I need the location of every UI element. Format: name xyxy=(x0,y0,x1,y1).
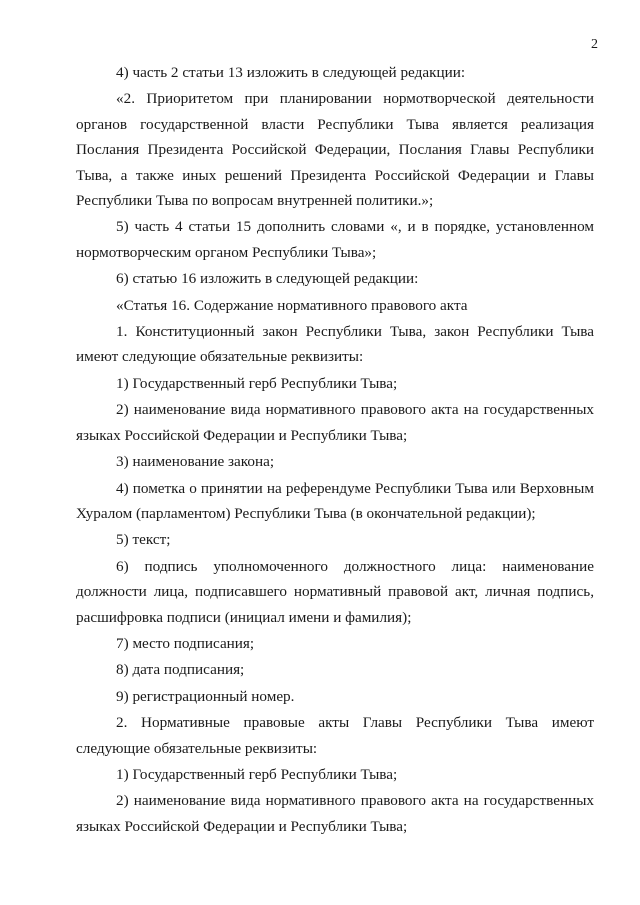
article-16-part-2: 2. Нормативные правовые акты Главы Республики Тыва имеют следующие обязательные реквизиты: xyxy=(76,714,594,757)
paragraph-item-5: 5) часть 4 статьи 15 дополнить словами «, и в порядке, установленном нормотворческим органом Республики Тыва»; xyxy=(76,218,594,261)
list-item-coat-of-arms-2: 1) Государственный герб Республики Тыва; xyxy=(116,765,398,783)
list-item-signing-place: 7) место подписания; xyxy=(116,634,255,652)
document-body xyxy=(76,60,594,839)
paragraph-item-4: 4) часть 2 статьи 13 изложить в следующей редакции: xyxy=(116,64,466,81)
list-item-text: 5) текст; xyxy=(116,531,171,549)
paragraph-item-6: 6) статью 16 изложить в следующей редакции: xyxy=(116,270,419,288)
page-number: 2 xyxy=(591,37,598,52)
list-item-coat-of-arms: 1) Государственный герб Республики Тыва; xyxy=(116,374,398,392)
list-item-adoption-note: 4) пометка о принятии на референдуме Республики Тыва или Верховным Хуралом (парламентом) Республики Тыва (в окончательной редакции); xyxy=(76,479,594,522)
list-item-act-type-name-2: 2) наименование вида нормативного правового акта на государственных языках Российской Федерации и Республики Тыва; xyxy=(76,792,594,835)
article-16-part-1: 1. Конституционный закон Республики Тыва, закон Республики Тыва имеют следующие обязательные реквизиты: xyxy=(76,323,594,366)
list-item-signing-date: 8) дата подписания; xyxy=(116,661,245,679)
list-item-law-name: 3) наименование закона; xyxy=(116,453,275,471)
list-item-signature: 6) подпись уполномоченного должностного лица: наименование должности лица, подписавшего нормативный правовой акт, личная подпись, расшифровка подписи (инициал имени и фамилия); xyxy=(76,557,594,626)
paragraph-quote-part-2: «2. Приоритетом при планировании нормотворческой деятельности органов государственной власти Республики Тыва является реализация Послания Президента Российской Федерации, Послания Главы Республики Тыва, а также иных решений Президента Российской Федерации и Главы Республики Тыва по вопросам внутренней политики.»; xyxy=(76,90,594,210)
article-16-heading: «Статья 16. Содержание нормативного правового акта xyxy=(116,296,468,314)
list-item-act-type-name: 2) наименование вида нормативного правового акта на государственных языках Российской Федерации и Республики Тыва; xyxy=(76,401,594,444)
list-item-registration-number: 9) регистрационный номер. xyxy=(116,687,295,705)
